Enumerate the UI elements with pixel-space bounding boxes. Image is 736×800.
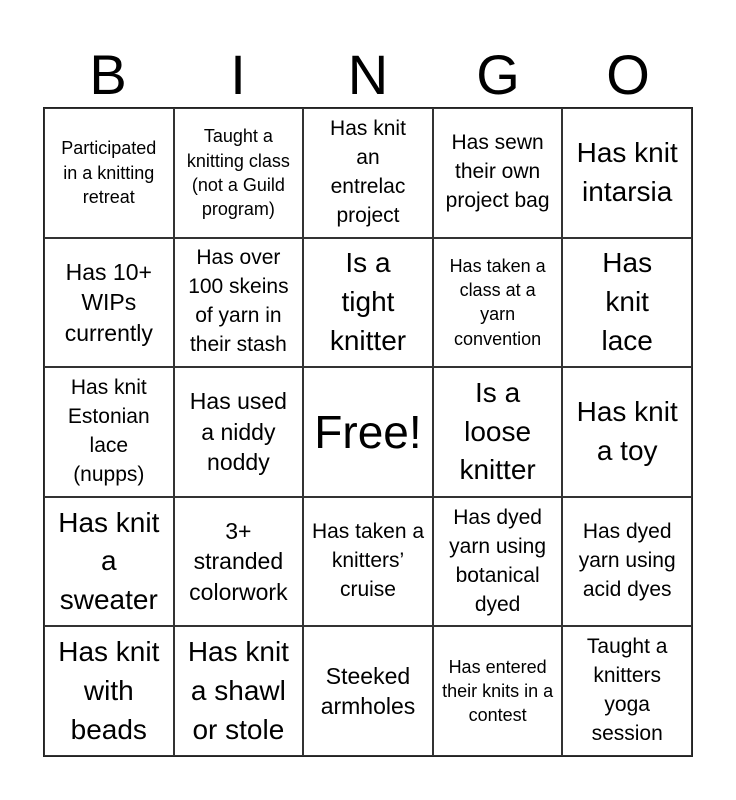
cell-text: Taught a knitting class (not a Guild program) xyxy=(186,126,290,220)
header-letter-n: N xyxy=(347,43,389,106)
header-letter-g: G xyxy=(476,43,520,106)
cell-text: Has knit intarsia xyxy=(576,137,678,207)
header-letter-i: I xyxy=(230,43,246,106)
cell-text: Has dyed yarn using acid dyes xyxy=(578,520,676,602)
cell-text: Taught a knitters yoga session xyxy=(586,635,668,746)
cell-text: Has dyed yarn using botanical dyed xyxy=(449,505,547,616)
bingo-cell-r5c1[interactable] xyxy=(44,626,174,756)
bingo-cell-r5c5[interactable] xyxy=(562,626,692,756)
cell-text: Has knit with beads xyxy=(58,636,160,745)
bingo-cell-r1c1[interactable] xyxy=(44,108,174,238)
cell-text: Is a tight knitter xyxy=(329,247,407,356)
cell-text: 3+ stranded colorwork xyxy=(189,518,288,605)
bingo-cell-r5c4[interactable] xyxy=(433,626,563,756)
bingo-cell-r2c3[interactable] xyxy=(303,238,433,368)
header-letter-o: O xyxy=(606,43,650,106)
bingo-cell-r1c2[interactable] xyxy=(174,108,304,238)
bingo-cell-free[interactable] xyxy=(303,367,433,497)
bingo-cell-r3c1[interactable] xyxy=(44,367,174,497)
bingo-cell-r3c5[interactable] xyxy=(562,367,692,497)
header-letter-b: B xyxy=(89,43,127,106)
cell-text: Participated in a knitting retreat xyxy=(61,138,157,207)
cell-text: Has knit lace xyxy=(601,247,653,356)
bingo-cell-r3c2[interactable] xyxy=(174,367,304,497)
cell-text: Has knit a sweater xyxy=(58,506,160,615)
bingo-cell-r4c5[interactable] xyxy=(562,497,692,627)
free-space-text: Free! xyxy=(314,405,422,458)
bingo-cell-r5c3[interactable] xyxy=(303,626,433,756)
cell-text: Has knit a shawl or stole xyxy=(187,636,289,745)
cell-text: Has knit a toy xyxy=(576,396,678,466)
cell-text: Has taken a knitters’ cruise xyxy=(311,520,425,602)
bingo-cell-r4c3[interactable] xyxy=(303,497,433,627)
bingo-cell-r4c4[interactable] xyxy=(433,497,563,627)
bingo-cell-r1c4[interactable] xyxy=(433,108,563,238)
bingo-cell-r5c2[interactable] xyxy=(174,626,304,756)
cell-text: Has taken a class at a yarn convention xyxy=(449,255,546,349)
bingo-cell-r2c1[interactable] xyxy=(44,238,174,368)
bingo-cell-r1c3[interactable] xyxy=(303,108,433,238)
cell-text: Has sewn their own project bag xyxy=(445,131,550,213)
cell-text: Steeked armholes xyxy=(320,662,416,720)
cell-text: Has entered their knits in a contest xyxy=(442,656,554,726)
bingo-cell-r2c4[interactable] xyxy=(433,238,563,368)
bingo-header xyxy=(43,44,693,106)
bingo-cell-r1c5[interactable] xyxy=(562,108,692,238)
cell-text: Has knit Estonian lace (nupps) xyxy=(67,376,150,486)
bingo-cell-r4c2[interactable] xyxy=(174,497,304,627)
bingo-cell-r2c2[interactable] xyxy=(174,238,304,368)
cell-text: Has over 100 skeins of yarn in their stash xyxy=(188,246,289,357)
bingo-cell-r2c5[interactable] xyxy=(562,238,692,368)
cell-text: Has knit an entrelac project xyxy=(330,116,406,227)
cell-text: Has used a niddy noddy xyxy=(189,388,287,476)
bingo-cell-r3c4[interactable] xyxy=(433,367,563,497)
bingo-card xyxy=(43,107,693,757)
cell-text: Is a loose knitter xyxy=(459,377,536,486)
cell-text: Has 10+ WIPs currently xyxy=(64,258,153,346)
bingo-cell-r4c1[interactable] xyxy=(44,497,174,627)
